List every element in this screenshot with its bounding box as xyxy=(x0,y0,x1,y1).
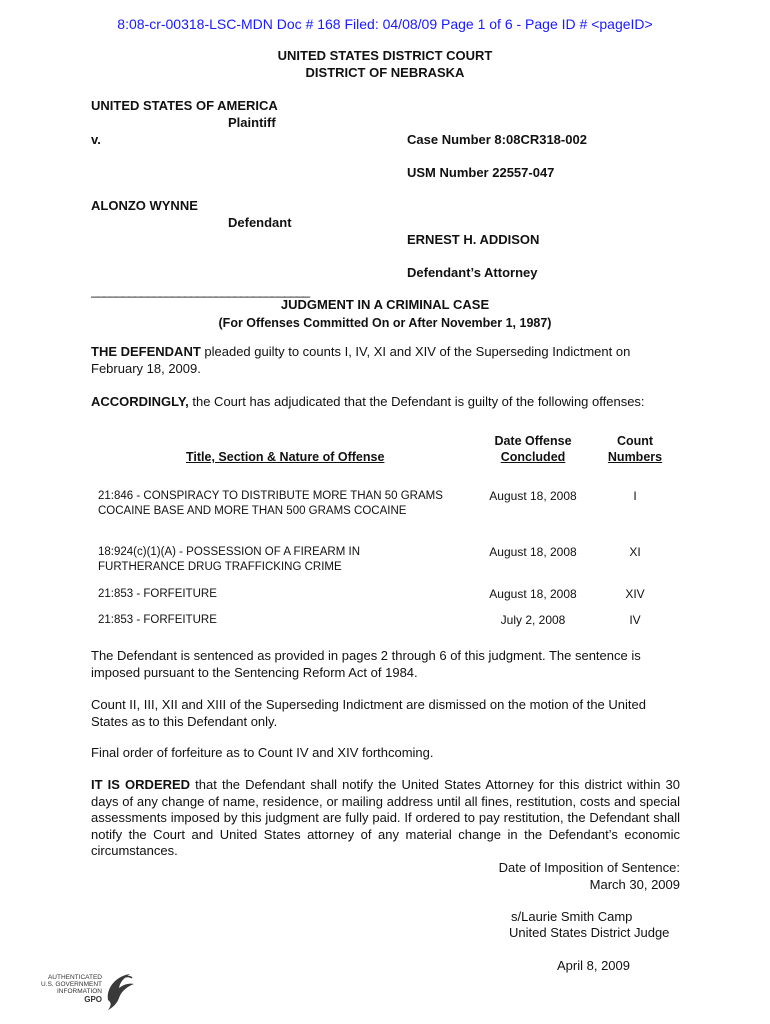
ordered-text: that the Defendant shall notify the United States Attorney for this district within 30 days of any change of name, residence, or mailing address until all fines, restitution, costs and special assessments imposed by this judgment are fully paid. If ordered to pay restitution, the Defendant shall notify the Court and United States attorney of any material change in the Defendant’s economic circumstances. xyxy=(91,777,680,858)
imposition-label: Date of Imposition of Sentence: xyxy=(498,860,680,875)
plea-paragraph xyxy=(91,344,680,377)
forfeiture-paragraph: Final order of forfeiture as to Count IV and XIV forthcoming. xyxy=(91,745,434,760)
offense-cell: 21:846 - CONSPIRACY TO DISTRIBUTE MORE THAN 50 GRAMS COCAINE BASE AND MORE THAN 500 GRAMS COCAINE xyxy=(98,490,443,517)
court-district: DISTRICT OF NEBRASKA xyxy=(305,65,465,80)
ordered-lead: IT IS ORDERED xyxy=(91,777,191,792)
attorney-name: ERNEST H. ADDISON xyxy=(407,232,540,247)
gpo-line1: AUTHENTICATED xyxy=(47,974,102,981)
plea-lead: THE DEFENDANT xyxy=(91,344,201,359)
judgment-subtitle: (For Offenses Committed On or After November 1, 1987) xyxy=(218,316,552,330)
eagle-icon xyxy=(102,970,136,1014)
judge-signature: s/Laurie Smith Camp xyxy=(511,909,633,924)
dismissed-paragraph: Count II, III, XII and XIII of the Superseding Indictment are dismissed on the motion of the United States as to this Defendant only. xyxy=(91,697,646,729)
gpo-line3: INFORMATION xyxy=(56,988,102,995)
col-header-count-line1: Count xyxy=(616,434,654,448)
col-header-date-line1: Date Offense xyxy=(494,434,572,448)
gpo-mark: GPO xyxy=(84,995,102,1004)
offense-cell: 21:853 - FORFEITURE xyxy=(98,614,217,626)
accordingly-lead: ACCORDINGLY, xyxy=(91,394,189,409)
docket-header: 8:08-cr-00318-LSC-MDN Doc # 168 Filed: 04/08/09 Page 1 of 6 - Page ID # <pageID> xyxy=(117,16,653,32)
offense-cell: 18:924(c)(1)(A) - POSSESSION OF A FIREARM IN FURTHERANCE DRUG TRAFFICKING CRIME xyxy=(98,546,361,573)
signature-date: April 8, 2009 xyxy=(557,958,630,973)
court-name: UNITED STATES DISTRICT COURT xyxy=(277,48,493,63)
count-cell: IV xyxy=(629,613,641,627)
usm-number: USM Number 22557-047 xyxy=(407,165,555,180)
imposition-date: March 30, 2009 xyxy=(589,877,680,892)
plaintiff-role: Plaintiff xyxy=(228,115,276,130)
judge-title: United States District Judge xyxy=(509,925,670,940)
gpo-authentication-seal xyxy=(40,970,140,1016)
attorney-role: Defendant’s Attorney xyxy=(407,265,538,280)
col-header-date-line2: Concluded xyxy=(500,450,566,464)
defendant-name: ALONZO WYNNE xyxy=(91,198,198,213)
count-cell: I xyxy=(633,489,637,503)
gpo-seal-text xyxy=(40,974,102,1003)
defendant-role: Defendant xyxy=(228,215,292,230)
plea-text: pleaded guilty to counts I, IV, XI and XIV of the Superseding Indictment on February 18, 2009. xyxy=(91,344,631,376)
gpo-line2: U.S. GOVERNMENT xyxy=(40,981,102,988)
date-cell: July 2, 2008 xyxy=(500,613,566,627)
count-cell: XIV xyxy=(625,587,645,601)
date-cell: August 18, 2008 xyxy=(489,489,577,503)
offense-cell: 21:853 - FORFEITURE xyxy=(98,588,217,600)
versus: v. xyxy=(91,132,101,147)
accordingly-paragraph xyxy=(91,394,680,411)
accordingly-text: the Court has adjudicated that the Defendant is guilty of the following offenses: xyxy=(188,394,645,409)
judgment-title: JUDGMENT IN A CRIMINAL CASE xyxy=(280,297,490,312)
col-header-count-line2: Numbers xyxy=(607,450,663,464)
ordered-paragraph xyxy=(91,777,680,860)
sentence-paragraph: The Defendant is sentenced as provided in pages 2 through 6 of this judgment. The sentence is imposed pursuant to the Sentencing Reform Act of 1984. xyxy=(91,648,641,680)
col-header-offense: Title, Section & Nature of Offense xyxy=(186,450,385,464)
plaintiff-name: UNITED STATES OF AMERICA xyxy=(91,98,278,113)
date-cell: August 18, 2008 xyxy=(489,587,577,601)
count-cell: XI xyxy=(629,545,641,559)
date-cell: August 18, 2008 xyxy=(489,545,577,559)
case-number: Case Number 8:08CR318-002 xyxy=(407,132,587,147)
caption-rule: ___________________________________ xyxy=(91,283,310,298)
